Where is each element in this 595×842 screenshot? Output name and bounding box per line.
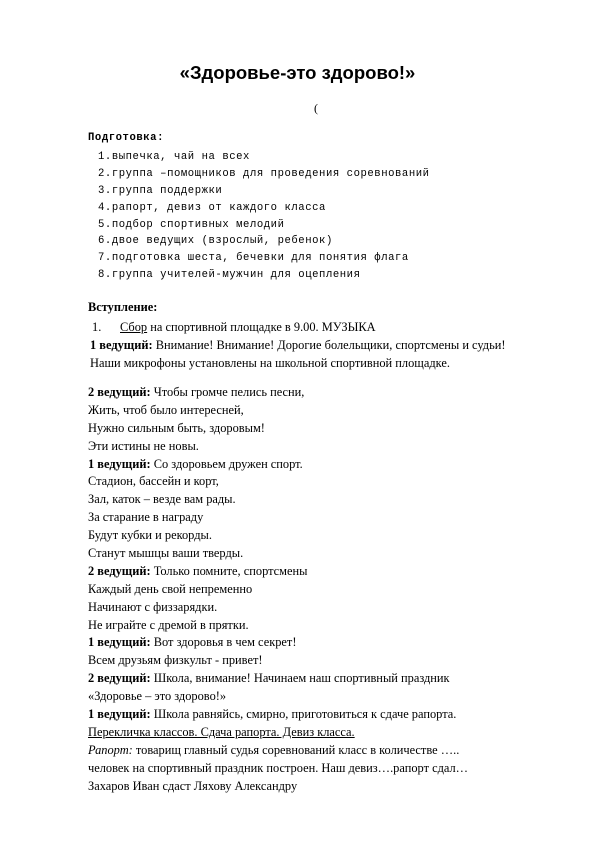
line-text: Нужно сильным быть, здоровым!	[88, 420, 265, 435]
line-text: Перекличка классов. Сдача рапорта. Девиз класса.	[88, 724, 355, 739]
script-line	[88, 778, 468, 796]
line-text: Начинают с физзарядки.	[88, 599, 218, 614]
script-line	[88, 670, 468, 688]
script-line	[88, 384, 468, 402]
line-text: Вот здоровья в чем секрет!	[150, 635, 297, 650]
intro-paragraph	[90, 336, 530, 372]
script-line	[88, 402, 468, 420]
speaker-label: 2 ведущий:	[88, 671, 151, 686]
speaker-text: Внимание! Внимание! Дорогие болельщики, спортсмены и судьи! Наши микрофоны установлены на школьной спортивной площадке.	[90, 338, 506, 371]
script-line	[88, 652, 468, 670]
script-line	[88, 527, 468, 545]
intro-step	[88, 320, 376, 335]
list-item: 7.подготовка шеста, бечевки для понятия флага	[98, 252, 409, 265]
script-line	[88, 473, 468, 491]
script-line	[88, 456, 468, 474]
speaker-label: 1 ведущий:	[90, 338, 153, 352]
line-text: Захаров Иван сдаст Ляхову Александру	[88, 778, 298, 793]
page-title: «Здоровье-это здорово!»	[179, 62, 416, 83]
script-lines	[88, 384, 468, 795]
line-text: Чтобы громче пелись песни,	[150, 385, 305, 399]
line-text: Каждый день свой непременно	[88, 581, 253, 596]
script-line	[88, 491, 468, 509]
speaker-label: 2 ведущий:	[88, 563, 151, 578]
script-line	[88, 617, 468, 635]
intro-heading: Вступление:	[88, 300, 158, 314]
preparation-heading: Подготовка:	[88, 132, 164, 144]
list-item: 8.группа учителей-мужчин для оцепления	[98, 269, 361, 282]
stray-parenthesis: (	[314, 101, 318, 115]
step-number: 1.	[92, 320, 102, 334]
script-line	[88, 420, 468, 438]
line-text: Только помните, спортсмены	[150, 563, 308, 578]
speaker-label: 1 ведущий:	[88, 635, 151, 650]
script-line	[88, 563, 468, 581]
line-text: Со здоровьем дружен спорт.	[150, 456, 303, 471]
list-item: 4.рапорт, девиз от каждого класса	[98, 201, 326, 214]
script-line	[88, 724, 468, 742]
speaker-label: 1 ведущий:	[88, 456, 151, 471]
line-text: Станут мышцы ваши тверды.	[88, 546, 244, 561]
script-line	[88, 634, 468, 652]
line-text: Не играйте с дремой в прятки.	[88, 617, 249, 632]
script-line	[88, 581, 468, 599]
script-line	[88, 599, 468, 617]
line-text: Эти истины не новы.	[88, 438, 199, 453]
line-text: Стадион, бассейн и корт,	[88, 474, 219, 489]
speaker-label: 1 ведущий:	[88, 707, 151, 722]
line-text: Жить, чтоб было интересней,	[88, 402, 244, 417]
list-item: 5.подбор спортивных мелодий	[98, 218, 285, 231]
list-item: 3.группа поддержки	[98, 184, 223, 197]
step-keyword: Сбор	[120, 320, 148, 334]
line-text: Школа, внимание! Начинаем наш спортивный праздник	[150, 671, 450, 686]
script-line	[88, 706, 468, 724]
line-text: товарищ главный судья соревнований класс в количестве …..	[132, 742, 460, 757]
script-line	[88, 545, 468, 563]
preparation-list	[98, 149, 430, 284]
line-text: Всем друзьям физкульт - привет!	[88, 653, 263, 668]
list-item: 6.двое ведущих (взрослый, ребенок)	[98, 235, 333, 248]
report-label: Рапорт:	[88, 742, 133, 757]
script-line	[88, 509, 468, 527]
list-item: 2.группа –помощников для проведения соревнований	[98, 167, 430, 180]
line-text: «Здоровье – это здорово!»	[88, 689, 227, 704]
speaker-label: 2 ведущий:	[88, 385, 151, 399]
script-line	[88, 688, 468, 706]
script-line	[88, 438, 468, 456]
list-item: 1.выпечка, чай на всех	[98, 151, 250, 163]
line-text: Будут кубки и рекорды.	[88, 528, 212, 543]
line-text: человек на спортивный праздник построен. Наш девиз….рапорт сдал…	[88, 760, 469, 775]
script-line	[88, 742, 468, 760]
line-text: Школа равняйсь, смирно, приготовиться к сдаче рапорта.	[150, 707, 457, 722]
step-text: на спортивной площадке в 9.00. МУЗЫКА	[147, 320, 376, 334]
script-line	[88, 760, 468, 778]
line-text: Зал, каток – везде вам рады.	[88, 492, 236, 507]
line-text: За старание в награду	[88, 510, 204, 525]
